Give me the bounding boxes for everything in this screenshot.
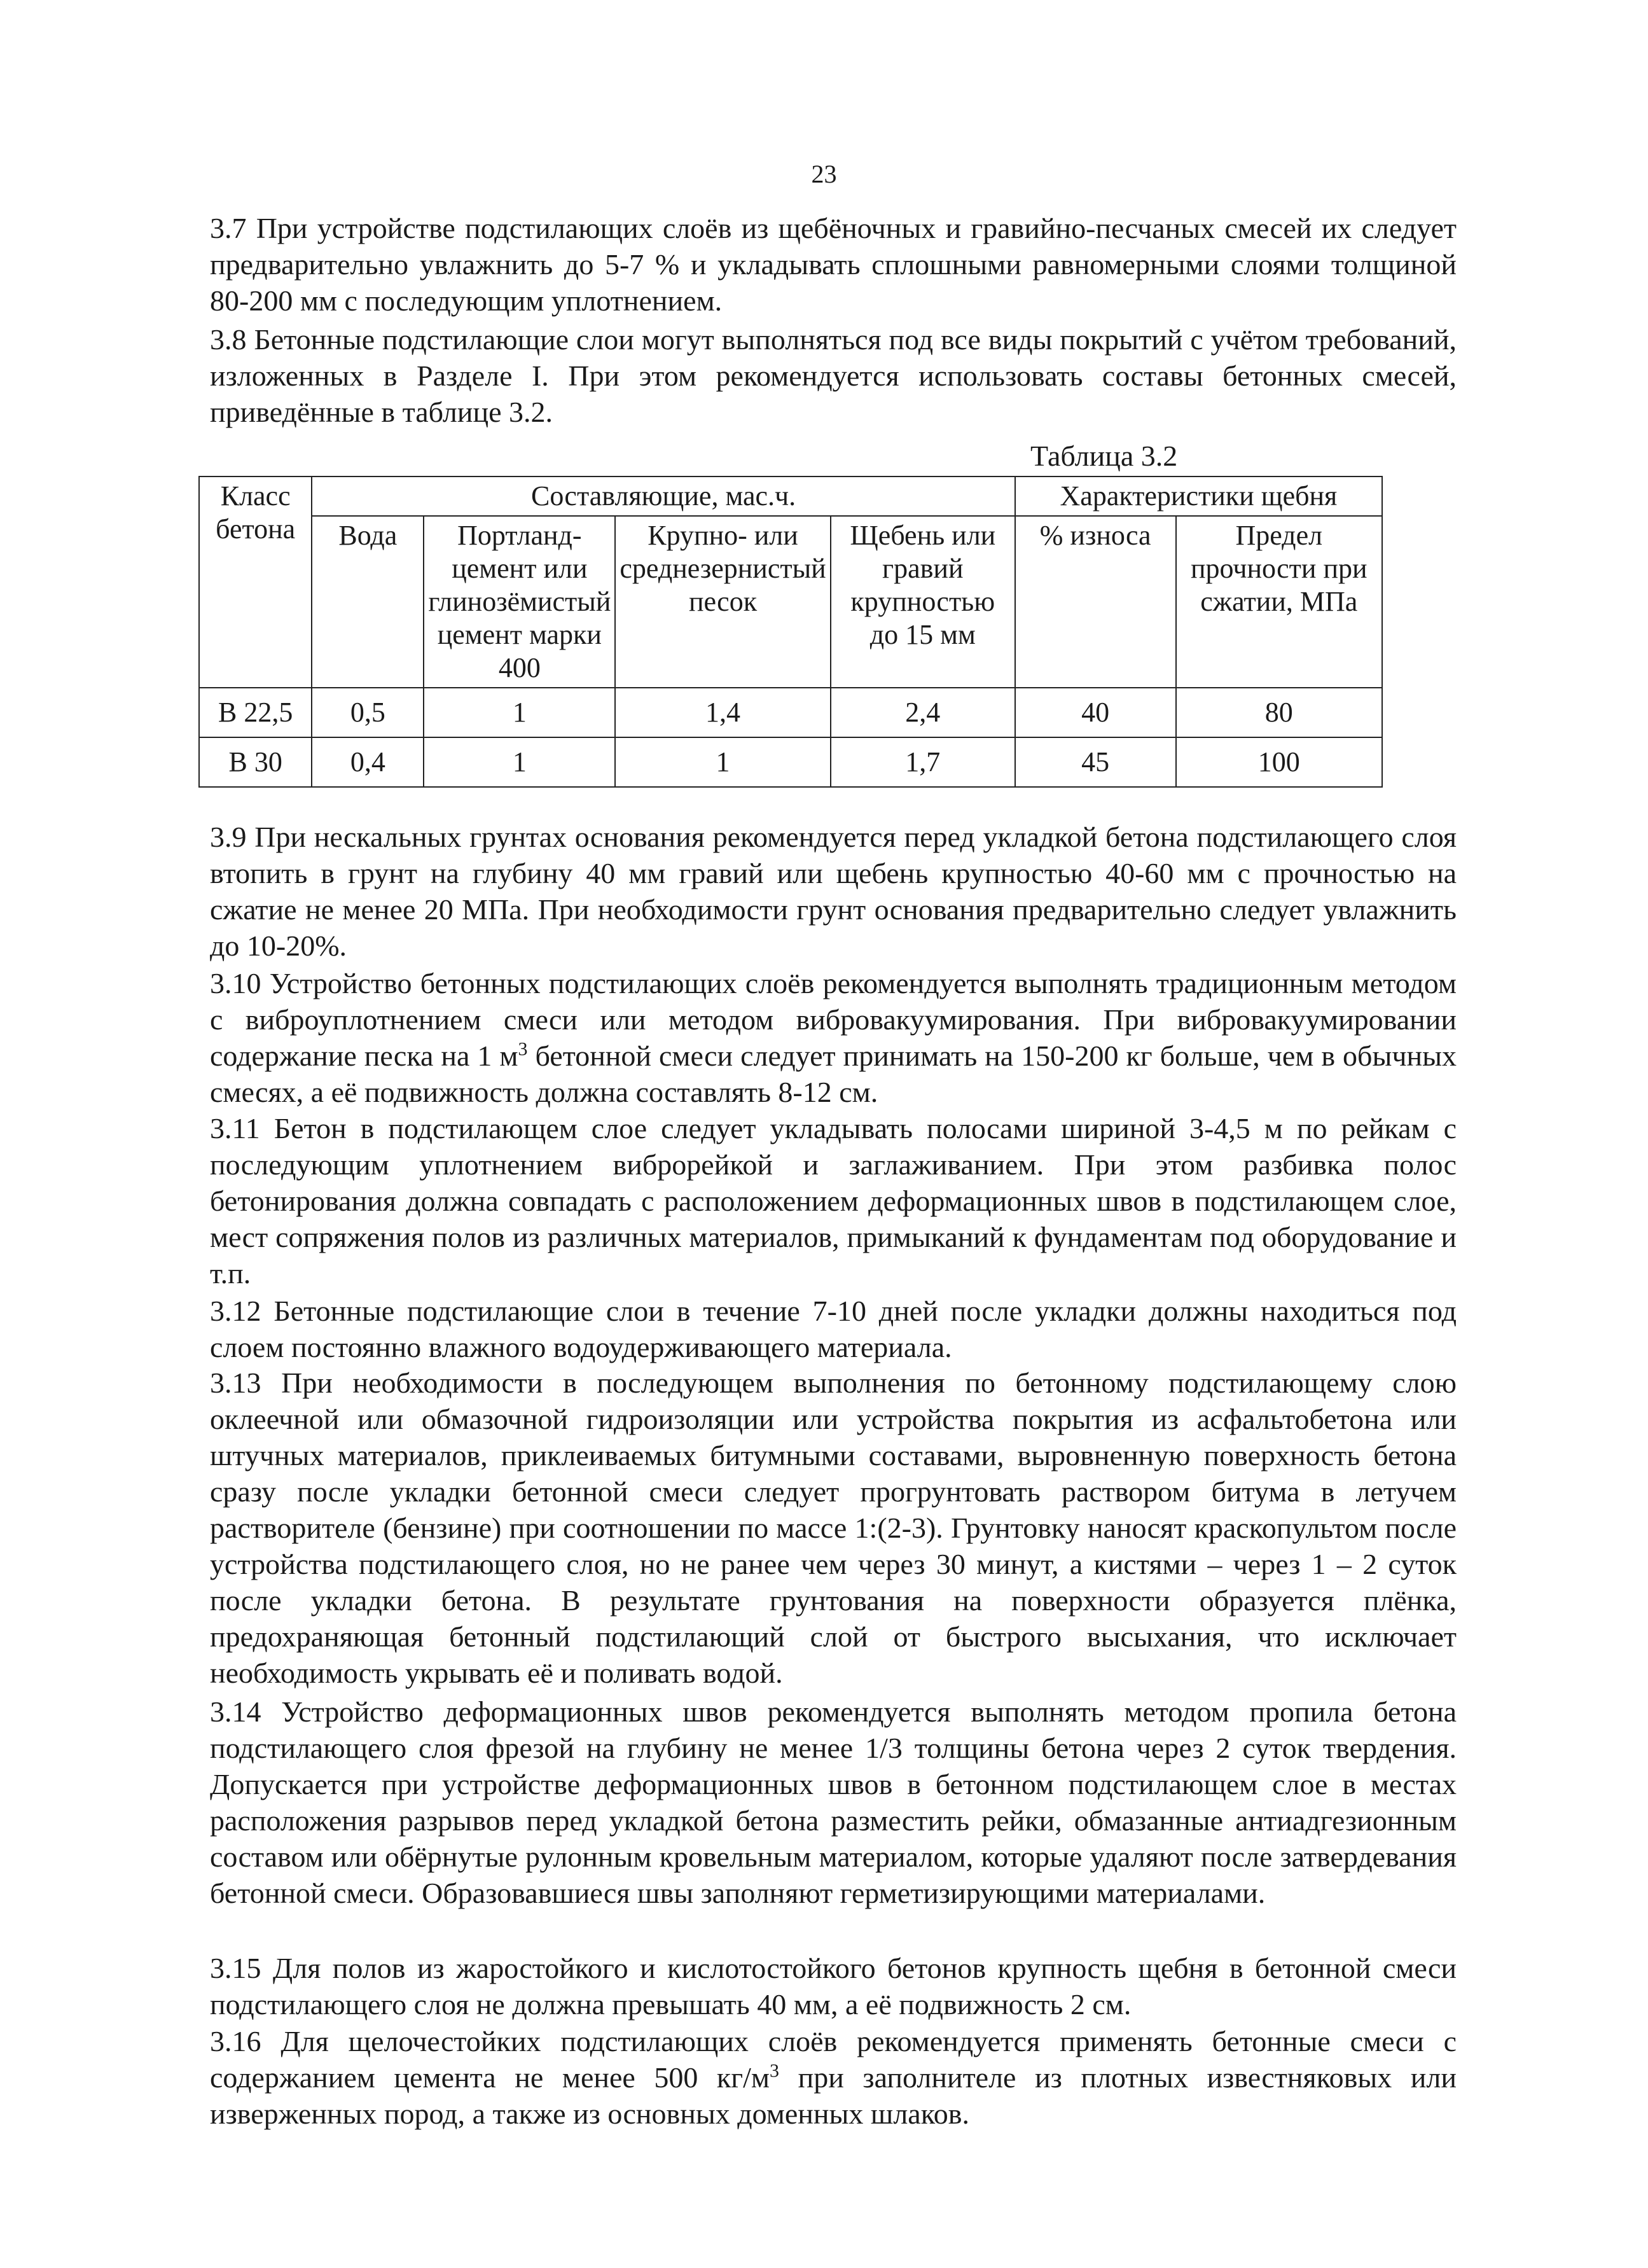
clause-text-continued: при заполнителе из плотных известняковых или изверженных пород, а также из основных доменных шлаков.	[210, 2061, 1457, 2130]
header-gravel-characteristics: Характеристики щебня	[1015, 477, 1382, 516]
clause-text: Устройство бетонных подстилающих слоёв рекомендуется выполнять традиционным методом с виброуплотнением смеси или методом вибровакуумирования. При вибровакуумировании содержание песка на 1 м	[210, 967, 1457, 1072]
clause-text: Для щелочестойких подстилающих слоёв рекомендуется применять бетонные смеси с содержанием цемента не менее 500 кг/м	[210, 2025, 1457, 2094]
clause-text-continued: бетонной смеси следует принимать на 150-200 кг больше, чем в обычных смесях, а её подвижность должна составлять 8-12 см.	[210, 1040, 1457, 1108]
paragraph-3-16	[210, 2023, 1457, 2132]
cell-strength: 80	[1176, 688, 1382, 737]
cell-cement: 1	[424, 737, 615, 787]
header-concrete-class: Класс бетона	[199, 477, 312, 688]
paragraph-3-7	[210, 210, 1457, 319]
clause-number: 3.7	[210, 212, 247, 244]
cell-water: 0,4	[312, 737, 424, 787]
clause-text: При необходимости в последующем выполнения по бетонному подстилающему слою оклеечной или обмазочной гидроизоляции или устройства покрытия из асфальтобетона или штучных материалов, приклеиваемых битумными составами, выровненную поверхность бетона сразу после укладки бетонной смеси следует прогрунтовать раствором битума в летучем растворителе (бензине) при соотношении по массе 1:(2-3). Грунтовку наносят краскопультом после устройства подстилающего слоя, но не ранее чем через 30 минут, а кистями – через 1 – 2 суток после укладки бетона. В результате грунтования на поверхности образуется плёнка, предохраняющая бетонный подстилающий слой от быстрого высыхания, что исключает необходимость укрывать её и поливать водой.	[210, 1367, 1457, 1689]
header-strength: Предел прочности при сжатии, МПа	[1176, 516, 1382, 688]
cell-wear: 45	[1015, 737, 1176, 787]
page-number: 23	[811, 160, 837, 188]
cell-wear: 40	[1015, 688, 1176, 737]
clause-number: 3.11	[210, 1112, 260, 1144]
header-gravel: Щебень или гравий крупностью до 15 мм	[831, 516, 1015, 688]
header-cement: Портланд-цемент или глинозёмистый цемент марки 400	[424, 516, 615, 688]
clause-text: Бетонные подстилающие слои могут выполняться под все виды покрытий с учётом требований, изложенных в Разделе I. При этом рекомендуется использовать составы бетонных смесей, приведённые в таблице 3.2.	[210, 323, 1457, 428]
cell-sand: 1	[615, 737, 830, 787]
clause-text: При устройстве подстилающих слоёв из щебёночных и гравийно-песчаных смесей их следует предварительно увлажнить до 5-7 % и укладывать сплошными равномерными слоями толщиной 80-200 мм с последующим уплотнением.	[210, 212, 1457, 317]
cell-cement: 1	[424, 688, 615, 737]
table-row	[199, 737, 1382, 787]
clause-text: Для полов из жаростойкого и кислотостойкого бетонов крупность щебня в бетонной смеси подстилающего слоя не должна превышать 40 мм, а её подвижность 2 см.	[210, 1952, 1457, 2021]
paragraph-3-12	[210, 1293, 1457, 1365]
header-wear: % износа	[1015, 516, 1176, 688]
superscript-3: 3	[770, 2060, 780, 2082]
table-header-row	[199, 477, 1382, 516]
clause-text: Бетонные подстилающие слои в течение 7-10 дней после укладки должны находиться под слоем постоянно влажного водоудерживающего материала.	[210, 1295, 1457, 1363]
superscript-3: 3	[518, 1038, 528, 1060]
header-sand: Крупно- или среднезернистый песок	[615, 516, 830, 688]
clause-number: 3.10	[210, 967, 261, 999]
cell-gravel: 2,4	[831, 688, 1015, 737]
clause-text: Устройство деформационных швов рекомендуется выполнять методом пропила бетона подстилающего слоя фрезой на глубину не менее 1/3 толщины бетона через 2 суток твердения. Допускается при устройстве деформационных швов в бетонном подстилающем слое в местах расположения разрывов перед укладкой бетона разместить рейки, обмазанные антиадгезионным составом или обёрнутые рулонным кровельным материалом, которые удаляют после затвердевания бетонной смеси. Образовавшиеся швы заполняют герметизирующими материалами.	[210, 1695, 1457, 1909]
paragraph-3-11	[210, 1110, 1457, 1291]
table-subheader-row	[199, 516, 1382, 688]
table-caption: Таблица 3.2	[1030, 440, 1178, 472]
clause-text: При нескальных грунтах основания рекомендуется перед укладкой бетона подстилающего слоя втопить в грунт на глубину 40 мм гравий или щебень крупностью 40-60 мм с прочностью на сжатие не менее 20 МПа. При необходимости грунт основания предварительно следует увлажнить до 10-20%.	[210, 821, 1457, 962]
paragraph-3-10	[210, 965, 1457, 1110]
cell-strength: 100	[1176, 737, 1382, 787]
concrete-mix-table	[198, 476, 1383, 788]
cell-class: В 22,5	[199, 688, 312, 737]
clause-text: Бетон в подстилающем слое следует укладывать полосами шириной 3-4,5 м по рейкам с последующим уплотнением виброрейкой и заглаживанием. При этом разбивка полос бетонирования должна совпадать с расположением деформационных швов в подстилающем слое, мест сопряжения полов из различных материалов, примыканий к фундаментам под оборудование и т.п.	[210, 1112, 1457, 1290]
clause-number: 3.15	[210, 1952, 261, 1984]
clause-number: 3.8	[210, 323, 247, 356]
cell-gravel: 1,7	[831, 737, 1015, 787]
paragraph-3-8	[210, 321, 1457, 430]
clause-number: 3.14	[210, 1695, 261, 1728]
cell-water: 0,5	[312, 688, 424, 737]
header-components: Составляющие, мас.ч.	[312, 477, 1014, 516]
cell-class: В 30	[199, 737, 312, 787]
clause-number: 3.13	[210, 1367, 261, 1399]
paragraph-3-13	[210, 1365, 1457, 1691]
paragraph-3-9	[210, 819, 1457, 964]
paragraph-3-15	[210, 1950, 1457, 2022]
cell-sand: 1,4	[615, 688, 830, 737]
clause-number: 3.9	[210, 821, 247, 853]
clause-number: 3.16	[210, 2025, 261, 2057]
paragraph-3-14	[210, 1694, 1457, 1911]
clause-number: 3.12	[210, 1295, 261, 1327]
header-water: Вода	[312, 516, 424, 688]
table-row	[199, 688, 1382, 737]
